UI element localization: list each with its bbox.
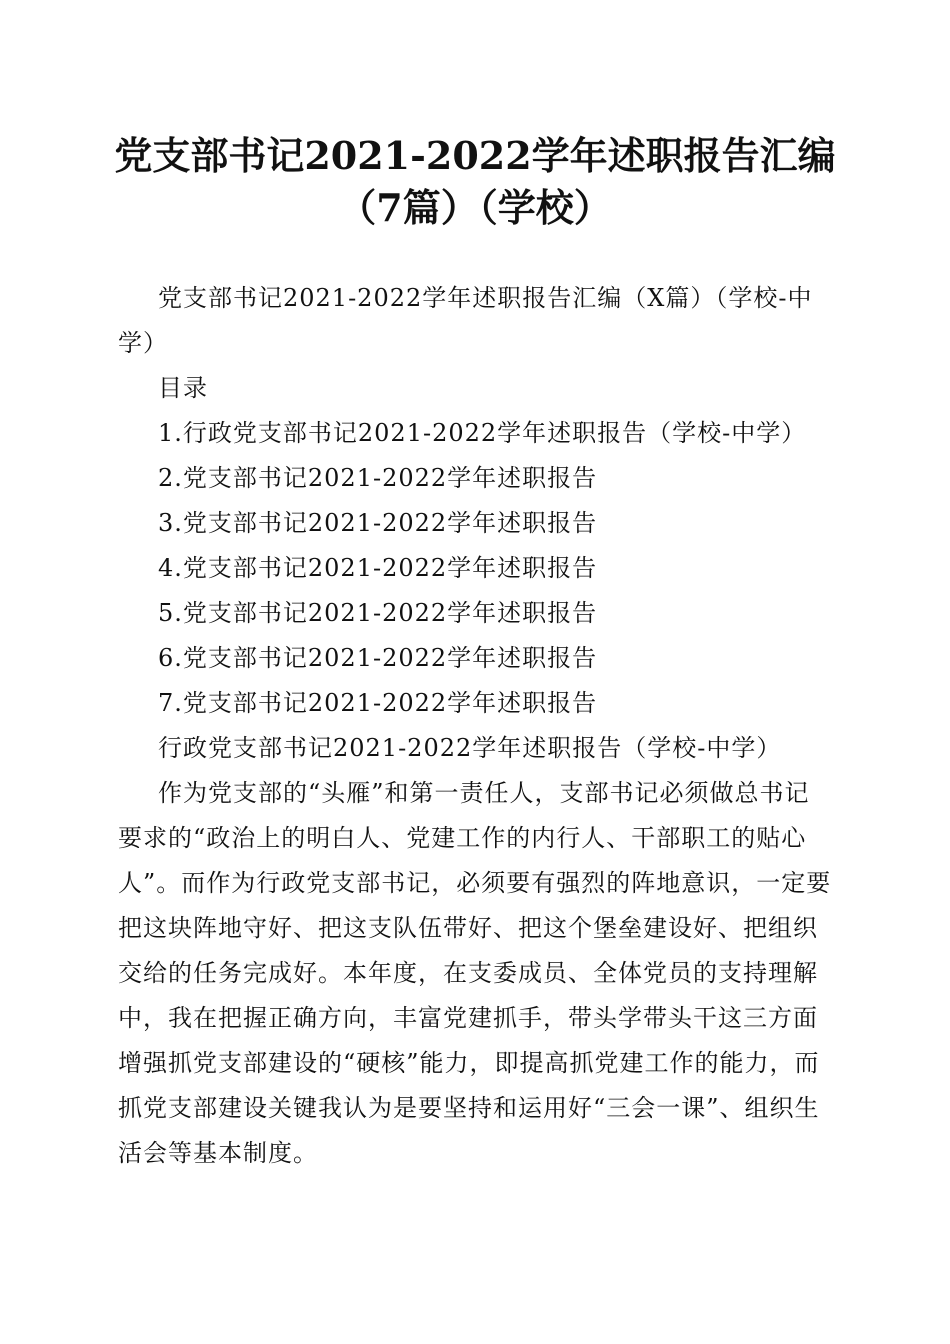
toc-item-7: 7.党支部书记2021-2022学年述职报告 <box>158 689 598 717</box>
document-body <box>118 276 832 1176</box>
toc-item-1: 1.行政党支部书记2021-2022学年述职报告（学校-中学） <box>158 419 807 447</box>
toc-item-4: 4.党支部书记2021-2022学年述职报告 <box>158 554 598 582</box>
body-paragraph: 作为党支部的“头雁”和第一责任人，支部书记必须做总书记要求的“政治上的明白人、党建工作的内行人、干部职工的贴心人”。而作为行政党支部书记，必须要有强烈的阵地意识，一定要把这块阵地守好、把这支队伍带好、把这个堡垒建设好、把组织交给的任务完成好。本年度，在支委成员、全体党员的支持理解中，我在把握正确方向，丰富党建抓手，带头学带头干这三方面增强抓党支部建设的“硬核”能力，即提高抓党建工作的能力，而抓党支部建设关键我认为是要坚持和运用好“三会一课”、组织生活会等基本制度。 <box>118 779 832 1167</box>
toc-item-6: 6.党支部书记2021-2022学年述职报告 <box>158 644 598 672</box>
toc-item-5: 5.党支部书记2021-2022学年述职报告 <box>158 599 598 627</box>
document-title: 党支部书记2021-2022学年述职报告汇编（7篇）（学校） <box>114 133 836 230</box>
toc-heading: 目录 <box>158 374 208 402</box>
toc-item-3: 3.党支部书记2021-2022学年述职报告 <box>158 509 598 537</box>
intro-paragraph: 党支部书记2021-2022学年述职报告汇编（X篇）（学校-中学） <box>118 284 813 357</box>
toc-item-2: 2.党支部书记2021-2022学年述职报告 <box>158 464 598 492</box>
section-heading: 行政党支部书记2021-2022学年述职报告（学校-中学） <box>158 734 782 762</box>
